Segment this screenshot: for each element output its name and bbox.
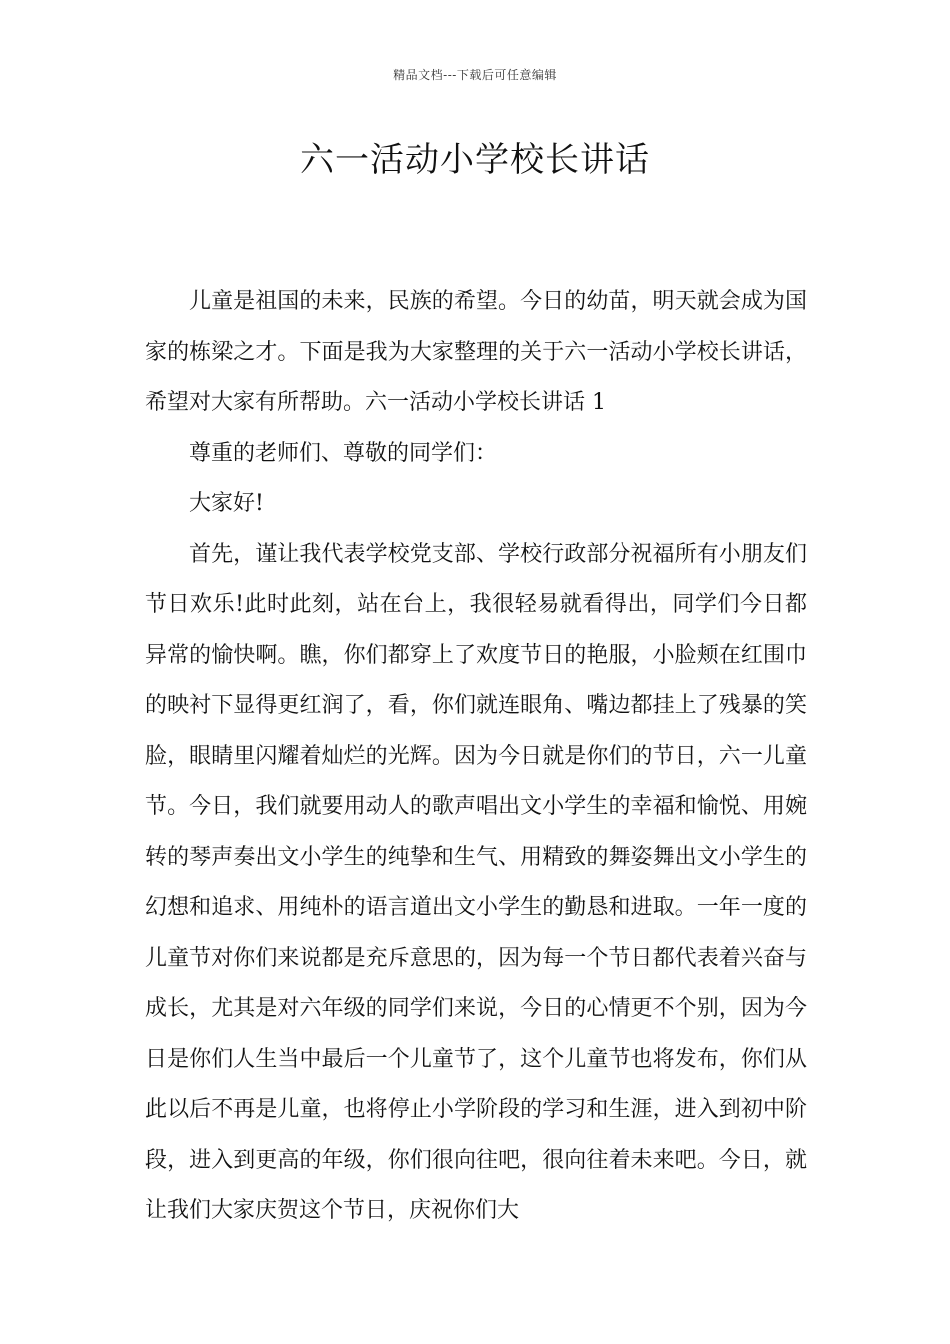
document-body <box>145 277 807 1237</box>
document-title: 六一活动小学校长讲话 <box>300 140 650 180</box>
paragraph-intro: 儿童是祖国的未来，民族的希望。今日的幼苗，明天就会成为国家的栋梁之才。下面是我为大家整理的关于六一活动小学校长讲话，希望对大家有所帮助。六一活动小学校长讲话 1 <box>145 289 807 415</box>
paragraph-salutation: 尊重的老师们、尊敬的同学们： <box>189 440 498 466</box>
paragraph-greeting: 大家好! <box>189 491 264 516</box>
header-note: 精品文档---下载后可任意编辑 <box>393 68 557 82</box>
paragraph-main: 首先，谨让我代表学校党支部、学校行政部分祝福所有小朋友们节日欢乐!此时此刻，站在台上，我很轻易就看得出，同学们今日都异常的愉快啊。瞧，你们都穿上了欢度节日的艳服，小脸颊在红围巾的映衬下显得更红润了，看，你们就连眼角、嘴边都挂上了残暴的笑脸，眼睛里闪耀着灿烂的光辉。因为今日就是你们的节日，六一儿童节。今日，我们就要用动人的歌声唱出文小学生的幸福和愉悦、用婉转的琴声奏出文小学生的纯挚和生气、用精致的舞姿舞出文小学生的幻想和追求、用纯朴的语言道出文小学生的勤恳和进取。一年一度的儿童节对你们来说都是充斥意思的，因为每一个节日都代表着兴奋与成长，尤其是对六年级的同学们来说，今日的心情更不个别，因为今日是你们人生当中最后一个儿童节了，这个儿童节也将发布，你们从此以后不再是儿童，也将停止小学阶段的学习和生涯，进入到初中阶段，进入到更高的年级，你们很向往吧，很向往着未来吧。今日，就让我们大家庆贺这个节日，庆祝你们大 <box>145 541 807 1223</box>
